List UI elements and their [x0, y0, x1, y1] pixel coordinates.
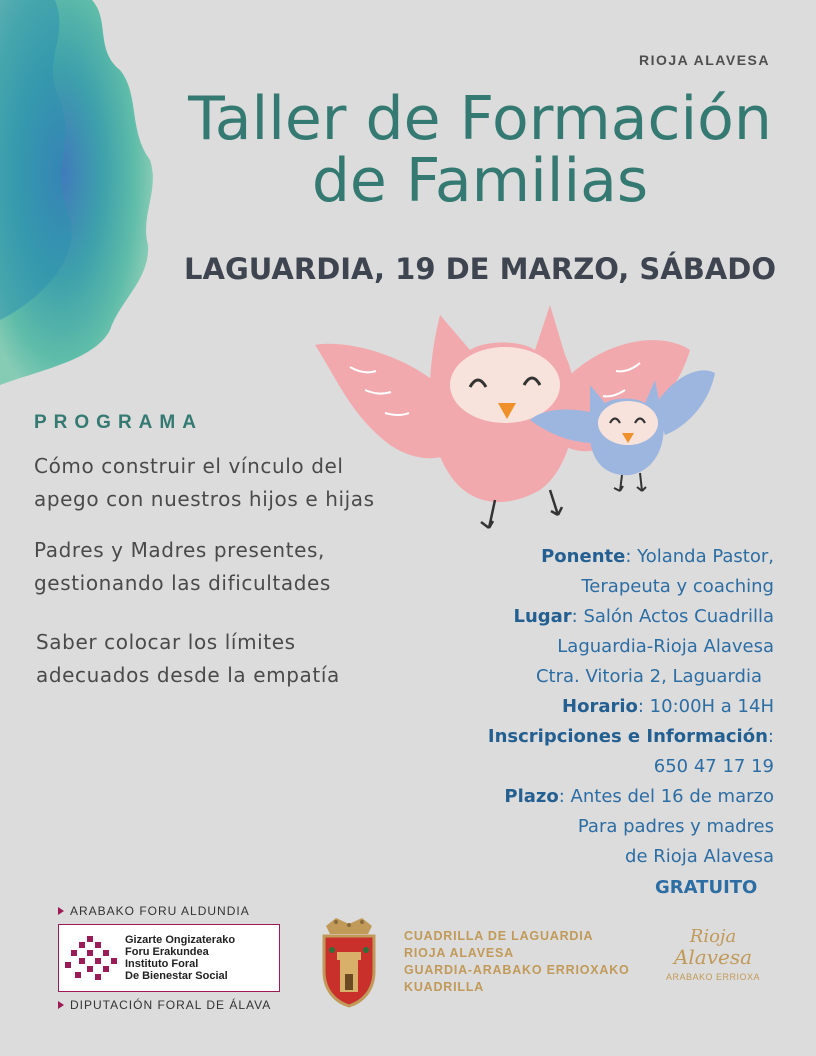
event-date: LAGUARDIA, 19 DE MARZO, SÁBADO [184, 252, 776, 286]
program-item: Saber colocar los límites adecuados desde la empatía [36, 630, 340, 687]
diputacion-logo [58, 904, 280, 1012]
diputacion-logo-box [58, 924, 280, 992]
lugar-line: Lugar: Salón Actos Cuadrilla [513, 606, 774, 627]
cuadrilla-shield-icon [314, 916, 384, 1008]
program-item: Padres y Madres presentes, gestionando las dificultades [34, 538, 331, 595]
diputacion-mark-icon [65, 932, 117, 984]
rioja-logo-sub: ARABAKO ERRIOXA [665, 972, 761, 982]
watercolor-decoration [0, 0, 160, 390]
plazo-line: Plazo: Antes del 16 de marzo [504, 786, 774, 807]
diputacion-top-label: ARABAKO FORU ALDUNDIA [58, 904, 280, 918]
cuadrilla-name: CUADRILLA DE LAGUARDIA RIOJA ALAVESA GUARDIA-ARABAKO ERRIOXAKO KUADRILLA [404, 929, 630, 994]
diputacion-text: Gizarte Ongizaterako Foru Erakundea Instituto Foral De Bienestar Social [125, 934, 236, 982]
rioja-logo-word-2: Alavesa [673, 945, 753, 969]
ponente-role: Terapeuta y coaching [581, 576, 774, 597]
lugar-line-2: Laguardia-Rioja Alavesa [557, 636, 774, 657]
rioja-alavesa-logo [648, 928, 778, 982]
event-info [394, 542, 774, 872]
audience-line-2: de Rioja Alavesa [625, 846, 774, 867]
inscripciones-line: Inscripciones e Información: [487, 726, 774, 747]
diputacion-bottom-label: DIPUTACIÓN FORAL DE ÁLAVA [58, 998, 280, 1012]
program-item: Cómo construir el vínculo del apego con nuestros hijos e hijas [34, 454, 375, 511]
ponente-line: Ponente: Yolanda Pastor, [541, 546, 774, 567]
title-line-1: Taller de Formación [188, 84, 772, 154]
page-title [170, 84, 790, 216]
region-label: RIOJA ALAVESA [639, 52, 770, 68]
phone-number: 650 47 17 19 [653, 756, 774, 777]
programa-heading: PROGRAMA [34, 412, 203, 433]
free-badge: GRATUITO [655, 877, 758, 898]
lugar-line-3: Ctra. Vitoria 2, Laguardia [535, 666, 762, 687]
audience-line-1: Para padres y madres [577, 816, 774, 837]
title-line-2: de Familias [311, 146, 649, 216]
horario-line: Horario: 10:00H a 14H [562, 696, 774, 717]
rioja-logo-word-1: Rioja [689, 926, 737, 947]
